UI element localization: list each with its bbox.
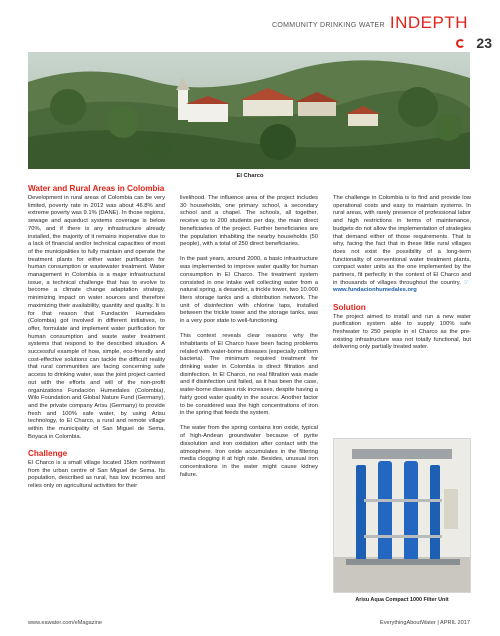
section-label: COMMUNITY DRINKING WATER <box>272 22 385 29</box>
page-number: 23 <box>476 35 492 51</box>
website-link[interactable]: www.fundacionhumedales.org <box>333 287 417 294</box>
column-2 <box>180 195 318 487</box>
paragraph: livelihood. The influence area of the project includes 30 households, one primary school, a secondary school and a chapel. The schools, all together, receive up to 200 students per day, the main direct beneficiaries of the project. Further beneficiaries are the population inhabiting the nearby households (50 people), with a total of 250 direct beneficiaries. <box>180 195 318 248</box>
paragraph <box>333 195 471 295</box>
heading-solution: Solution <box>333 302 366 312</box>
filter-unit-photo <box>333 438 471 593</box>
paragraph: El Charco is a small village located 15km northwest from the urban centre of San Miguel de Sema. Its population, described as rural, has low incomes and relies only on agricultural activities for their <box>28 460 165 490</box>
photo-caption: El Charco <box>236 173 264 179</box>
filter-unit-art <box>334 439 471 593</box>
footer-issue: EverythingAboutWater | APRIL 2017 <box>380 620 470 626</box>
brand-title: INDEPTH <box>389 13 468 32</box>
footer-url: www.eawater.com/eMagazine <box>28 620 102 626</box>
village-photo-art <box>28 52 470 169</box>
paragraph: Development in rural areas of Colombia can be very limited, poverty rate in 2012 was about 46.8% and extreme poverty was 9.1% (DANE). In those regions, sewage and aqueduct systems coverage is below 70%, and if there is any infrastructure already installed, the majority of it remains inoperative due to a lack of financial and/or technical capacities of most of the municipalities to fully maintain and operate the treatment plants for either water purification for human consumption or wastewater treatment. Water management in Colombia is a major infrastructural issue, a technical challenge that has to evolve to become a climate change adaptation strategy, minimizing impact on water sources and therefore maximizing their availability, quantity and quality. It is for that reason that Fundación Humedales (Colombia) got involved in different initiatives, to offer, formulate and implement water purification for human consumption and waste water treatment systems that respond to the described situation. A successful example of how, simple, eco-friendly and cost-effective solutions can tackle the difficult reality that rural communities are facing concerning safe access to drinking water, was the joint project carried out with the efforts and will of the non-profit organizations Fundación Humedales (Colombia), Wilo Foundation and Global Nature Fund (Germany), and the private company Arisu (Germany) to provide fresh and 100% safe water, by using Arisu technology, to El Charco, a rural and remote village within the municipality of San Miguel de Sema, Boyacá in Colombia. <box>28 195 165 440</box>
page-header <box>272 8 492 51</box>
column-3 <box>333 195 471 360</box>
link-arrow-icon: ☞ <box>463 279 469 286</box>
village-photo <box>28 52 470 169</box>
paragraph-text: The challenge in Colombia is to find and provide low operational costs and easy to maintain systems. In rural areas, with rarely presence of professional labor and high restrictions in terms of maintenance, budgets do not allow the implementation of strategies that demand either of those requirements. That is why, facing the fact that in these little rural villages does not exist the possibility of a long-term functionality of conventional water treatment plants, compact water units as the one implemented by the partners, fit perfectly in the context of El Charco and in thousands of villages throughout the country. <box>333 195 471 286</box>
swirl-icon <box>456 39 465 48</box>
paragraph: The project aimed to install and run a new water purification system able to supply 100% safe freshwater to 250 people in el Charco as the pre-existing infrastructure was not totally functional, but delivering only partially treated water. <box>333 313 471 351</box>
paragraph: In the past years, around 2000, a basic infrastructure was implemented to improve water quality for human consumption in El Charco. The treatment system consisted in one intake well collecting water from a natural spring, a desander, a trickle tower, two 10.000 liters storage tanks and a distribution network. The unit of disinfection with chlorine taps, installed between the trickle tower and the storage tanks, was in a very poor state to well-functioning. <box>180 256 318 325</box>
filter-unit-caption: Arisu Aqua Compact 1000 Filter Unit <box>355 597 449 603</box>
heading-challenge: Challenge <box>28 449 68 458</box>
paragraph: This context reveals clear reasons why the inhabitants of El Charco have been facing problems related with water-borne diseases (especially coliform bacteria). The minimum required treatment for drinking water in Colombia is direct filtration and disinfection. In El Charco, no real filtration was made and if disinfection unit failed, as it has been the case, water-borne diseases risk increases, despite having a fairly good water quality in the source. Another factor to be considered was the high concentrations of iron in the spring that feeds the system. <box>180 333 318 417</box>
heading-water-rural: Water and Rural Areas in Colombia <box>28 184 165 193</box>
column-1 <box>28 184 165 498</box>
paragraph: The water from the spring contains iron oxide, typical of high-Andean groundwater because of pyrite dissolution and iron oxidation after contact with the atmosphere. Iron oxide accumulates in the filtering media clogging it at high rate. Besides, unusual iron concentrations in the water might cause kidney failure. <box>180 425 318 478</box>
